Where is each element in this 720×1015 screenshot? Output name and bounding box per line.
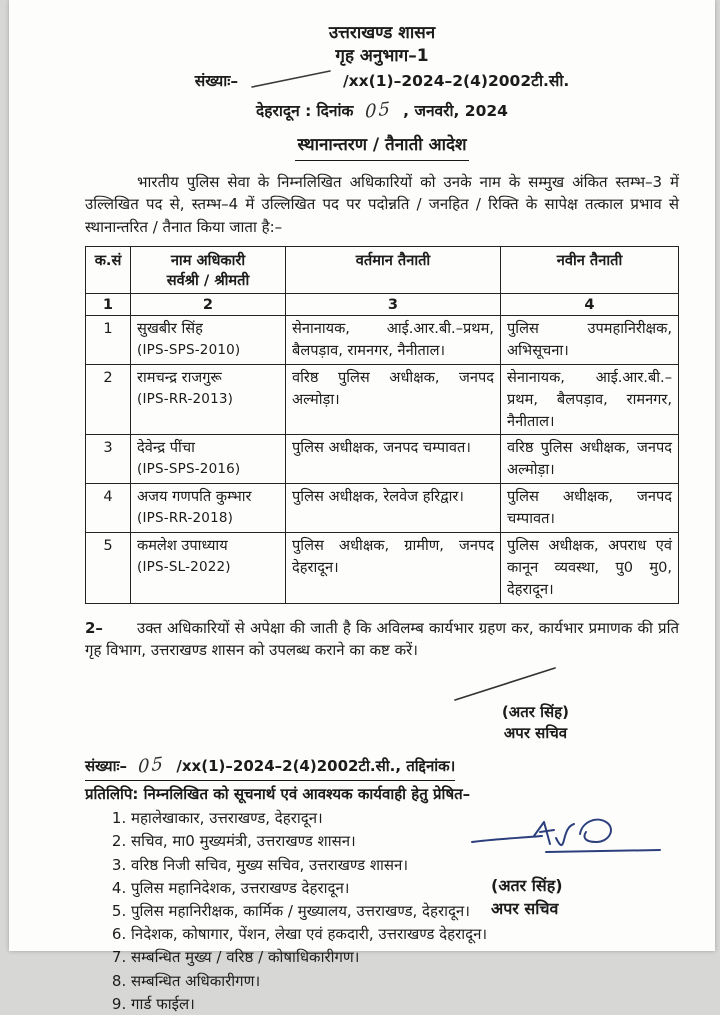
document-page	[9, 0, 715, 1013]
number-prefix: संख्याः–	[194, 71, 239, 90]
copy-number-suffix: /xx(1)–2024–2(4)2002टी.सी., तद्दिनांक।	[176, 756, 456, 775]
list-item: 8. सम्बन्धित अधिकारीगण।	[131, 970, 679, 992]
cell-serial: 1	[86, 316, 131, 365]
officer-name: अजय गणपति कुम्भार	[137, 488, 252, 506]
cell-officer-name	[131, 316, 286, 365]
officer-cadre-code: (IPS-RR-2018)	[137, 510, 234, 527]
signatory-2-title: अपर सचिव	[491, 899, 559, 919]
handwritten-copy-number: 05	[138, 752, 166, 778]
paragraph-1	[85, 171, 679, 239]
reference-number-line	[85, 68, 679, 97]
table-row	[86, 364, 679, 435]
officer-cadre-code: (IPS-SL-2022)	[137, 558, 231, 575]
subject-line-wrap	[85, 124, 679, 161]
handwritten-blank-stroke	[248, 68, 334, 97]
list-item: 4. पुलिस महानिदेशक, उत्तराखण्ड देहरादून।	[131, 877, 679, 899]
header-officer-name-line2: सर्वश्री / श्रीमती	[166, 271, 250, 289]
cell-current-posting: वरिष्ठ पुलिस अधीक्षक, जनपद अल्मोड़ा।	[286, 364, 501, 435]
header-officer-name	[131, 247, 286, 293]
list-item: 5. पुलिस महानिरीक्षक, कार्मिक / मुख्यालय, उत्तराखण्ड, देहरादून।	[131, 900, 679, 922]
cell-current-posting: सेनानायक, आई.आर.बी.–प्रथम, बैलपड़ाव, रामनगर, नैनीताल।	[286, 316, 501, 365]
cell-current-posting: पुलिस अधीक्षक, जनपद चम्पावत।	[286, 435, 501, 484]
col-number-1: 1	[86, 293, 131, 316]
paragraph-1-text: भारतीय पुलिस सेवा के निम्नलिखित अधिकारियों को उनके नाम के सम्मुख अंकित स्तम्भ–3 में उल्लिखित पद से, स्तम्भ–4 में उल्लिखित पद पर पदोन्नति / जनहित / रिक्ति के सापेक्ष तत्काल प्रभाव से स्थानान्तरित / तैनात किया जाता है:–	[85, 172, 679, 236]
subject-heading: स्थानान्तरण / तैनाती आदेश	[295, 133, 468, 161]
date-suffix: , जनवरी, 2024	[403, 102, 508, 121]
officer-cadre-code: (IPS-SPS-2016)	[137, 461, 241, 478]
signatory-2-name: (अतर सिंह)	[491, 876, 563, 895]
cell-serial: 4	[86, 484, 131, 533]
table-row	[86, 316, 679, 365]
org-title: उत्तराखण्ड शासन	[328, 23, 436, 43]
table-row	[86, 435, 679, 484]
table-head	[86, 247, 679, 316]
paragraph-2	[85, 617, 679, 662]
signatory-2	[449, 874, 689, 920]
cell-serial: 2	[86, 364, 131, 435]
copy-reference-line	[85, 752, 455, 781]
copy-number-line-wrap	[85, 750, 679, 781]
cell-new-posting: सेनानायक, आई.आर.बी.–प्रथम, बैलपड़ाव, रामनगर, नैनीताल।	[501, 364, 679, 435]
cell-current-posting: पुलिस अधीक्षक, रेलवेज हरिद्वार।	[286, 484, 501, 533]
number-suffix: /xx(1)–2024–2(4)2002टी.सी.	[343, 71, 570, 90]
officer-name: सुखबीर सिंह	[137, 320, 203, 337]
list-item: 9. गार्ड फाईल।	[131, 993, 679, 1015]
signatory-1-title: अपर सचिव	[503, 724, 568, 743]
list-item: 6. निदेशक, कोषागार, पेंशन, लेखा एवं हकदारी, उत्तराखण्ड देहरादून।	[131, 923, 679, 945]
table-row	[86, 484, 679, 533]
cell-serial: 5	[86, 533, 131, 604]
handwritten-date: 05	[364, 98, 392, 123]
cell-officer-name	[131, 364, 286, 435]
header-serial: क.सं	[86, 247, 131, 293]
col-number-2: 2	[131, 293, 286, 316]
signatory-1-name: (अतर सिंह)	[501, 702, 569, 721]
cell-officer-name	[131, 484, 286, 533]
officer-name: रामचन्द्र राजगुरू	[137, 368, 222, 386]
copy-heading: प्रतिलिपि: निम्नलिखित को सूचनार्थ एवं आवश्यक कार्यवाही हेतु प्रेषित–	[85, 784, 471, 803]
cell-officer-name	[131, 435, 286, 484]
officer-cadre-code: (IPS-RR-2013)	[137, 390, 234, 407]
order-table-body	[86, 316, 679, 604]
transfer-order-table	[85, 246, 679, 604]
table-row	[86, 533, 679, 604]
list-item: 2. सचिव, मा0 मुख्यमंत्री, उत्तराखण्ड शासन।	[131, 830, 679, 852]
header-officer-name-line1: नाम अधिकारी	[170, 252, 246, 270]
list-item: 1. महालेखाकार, उत्तराखण्ड, देहरादून।	[131, 807, 679, 829]
col-number-3: 3	[286, 293, 501, 316]
signature-block-2	[449, 812, 689, 920]
col-number-4: 4	[501, 293, 679, 316]
paragraph-2-number: 2–	[85, 618, 103, 637]
cell-new-posting: वरिष्ठ पुलिस अधीक्षक, जनपद अल्मोड़ा।	[501, 435, 679, 484]
paragraph-2-text: उक्त अधिकारियों से अपेक्षा की जाती है कि अविलम्ब कार्यभार ग्रहण कर, कार्यभार प्रमाणक की प्रति गृह विभाग, उत्तराखण्ड शासन को उपलब्ध कराने का कष्ट करें।	[85, 618, 679, 660]
handwritten-signature-icon	[464, 853, 674, 872]
cell-officer-name	[131, 533, 286, 604]
cell-new-posting: पुलिस अधीक्षक, अपराध एवं कानून व्यवस्था, पु0 मु0, देहरादून।	[501, 533, 679, 604]
officer-name: कमलेश उपाध्याय	[137, 537, 228, 555]
document-header	[85, 22, 679, 161]
cell-new-posting: पुलिस उपमहानिरीक्षक, अभिसूचना।	[501, 316, 679, 365]
list-item: 7. सम्बन्धित मुख्य / वरिष्ठ / कोषाधिकारीगण।	[131, 946, 679, 968]
cell-serial: 3	[86, 435, 131, 484]
signatory-1	[502, 702, 569, 746]
cell-new-posting: पुलिस अधीक्षक, जनपद चम्पावत।	[501, 484, 679, 533]
header-new-posting: नवीन तैनाती	[501, 247, 679, 293]
table-header-row	[86, 247, 679, 293]
place-date-line	[85, 97, 679, 124]
date-prefix: देहरादून : दिनांक	[256, 102, 354, 121]
list-item: 3. वरिष्ठ निजी सचिव, मुख्य सचिव, उत्तराखण्ड शासन।	[131, 854, 679, 876]
cell-current-posting: पुलिस अधीक्षक, ग्रामीण, जनपद देहरादून।	[286, 533, 501, 604]
header-current-posting: वर्तमान तैनाती	[286, 247, 501, 293]
copy-number-prefix: संख्याः–	[85, 756, 128, 775]
dept-title: गृह अनुभाग–1	[335, 45, 429, 66]
officer-cadre-code: (IPS-SPS-2010)	[137, 341, 241, 358]
signature-block-1	[85, 664, 679, 750]
officer-name: देवेन्द्र पींचा	[137, 439, 195, 457]
column-number-row	[86, 293, 679, 316]
